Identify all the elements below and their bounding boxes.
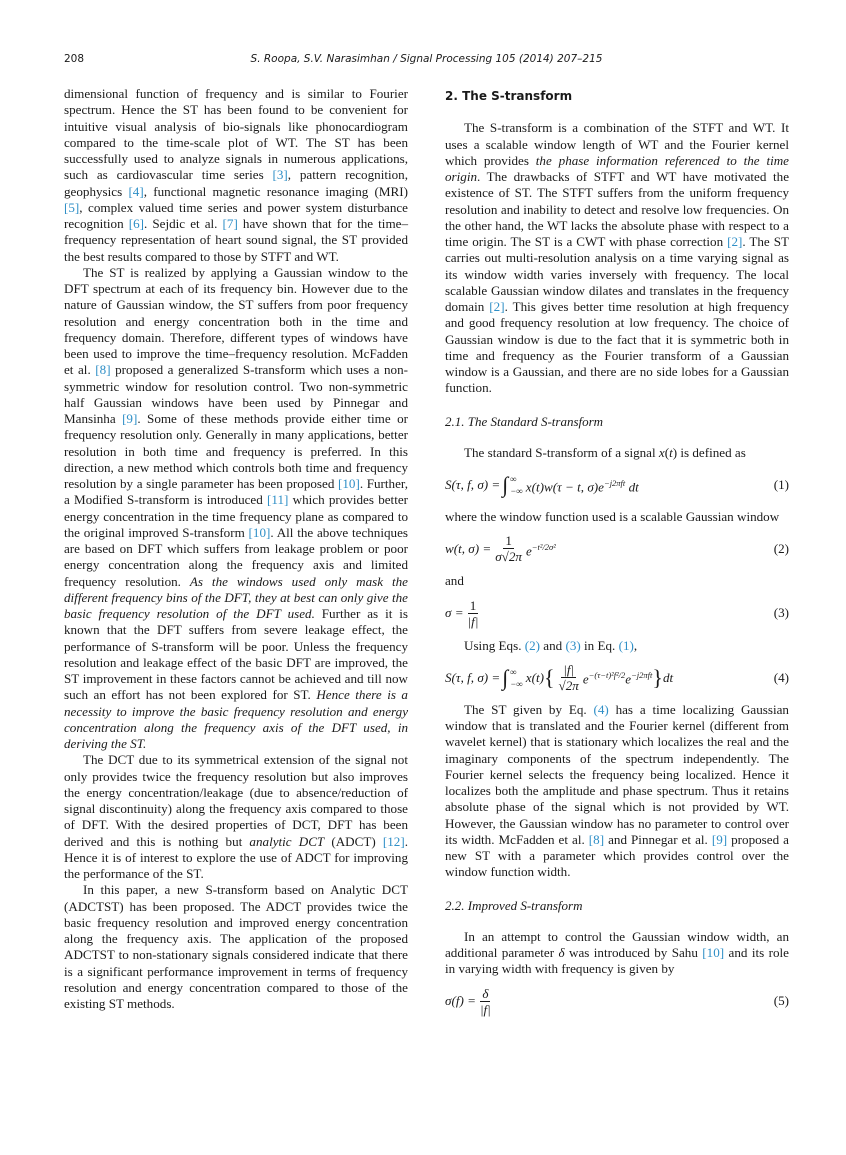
citation-link[interactable]: [8]: [588, 831, 605, 847]
equation-1-number: (1): [773, 476, 789, 492]
equation-ref-link[interactable]: (2): [524, 637, 541, 653]
equation-4-number: (4): [773, 669, 789, 685]
equation-ref-link[interactable]: (4): [593, 701, 609, 717]
and-text: and: [445, 573, 464, 589]
citation-link[interactable]: [8]: [95, 362, 111, 378]
subsection-2-1-title: 2.1. The Standard S-transform: [445, 413, 604, 429]
page-number: 208: [64, 53, 85, 65]
citation-link[interactable]: [5]: [64, 199, 80, 215]
equation-ref-link[interactable]: (3): [565, 637, 581, 653]
citation-link[interactable]: [4]: [128, 183, 144, 199]
citation-link[interactable]: [6]: [128, 216, 145, 231]
citation-link[interactable]: [10]: [702, 945, 725, 960]
left-paragraph-1: dimensional function of frequency and is similar to Fourier spectrum. Hence the ST has been found to be convenient for intuitive visual analysis of bio-signals like phonocardiogram compared to the time-scale plot of WT. The ST has been successfully used to analyze signals in numerous applications, such as cardiovascular time series [3], pattern recognition, geophysics [4], functional magnetic resonance imaging (MRI) [5], complex valued time series and power system disturbance recognition [6]. Sejdic et al. [7] have shown that for the time–frequency representation of heart sound signal, the ST provided the best results compared to those by STFT and WT.: [64, 86, 408, 264]
right-column: [445, 86, 789, 1026]
citation-link[interactable]: [12]: [382, 833, 405, 849]
equation-5-number: (5): [773, 993, 789, 1009]
citation-link[interactable]: [3]: [272, 167, 288, 183]
using-eqs-text: Using Eqs. (2) and (3) in Eq. (1),: [464, 637, 638, 653]
citation-link[interactable]: [11]: [267, 492, 289, 508]
citation-link[interactable]: [9]: [122, 411, 138, 426]
equation-2-number: (2): [773, 541, 789, 557]
citation-link[interactable]: [10]: [337, 476, 360, 491]
left-column: [64, 86, 408, 1012]
section-2-title: 2. The S-transform: [445, 89, 573, 103]
subsection-2-1-paragraph: The ST given by Eq. (4) has a time localizing Gaussian window that is translated and the Fourier kernel (different from wavelet kernel) that is stationary which localizes the real and the imaginary components of the spectrum independently. The Fourier kernel selects the frequency being localized. Hence it localizes both the amplitude and phase spectrum. Thus it retains absolute phase of the signal which is not provided by WT. However, the Gaussian window has no parameter to control over its width. McFadden et al. [8] and Pinnegar et al. [9] proposed a new ST with a parameter which provides control over the window function width.: [445, 701, 789, 880]
equation-1: S(τ, f, σ) = ∫ ∞ −∞ x(t)w(τ − t, $\sigma)e^{-j2\pi ft}$ dt (1): [445, 472, 789, 497]
window-description: where the window function used is a scalable Gaussian window: [445, 509, 780, 524]
equation-5: σ(f) = $\frac{\delta}{|f|}$ (5): [445, 985, 789, 1017]
citation-link[interactable]: [9]: [711, 831, 728, 847]
subsection-2-2-paragraph: In an attempt to control the Gaussian window width, an additional parameter δ was introduced by Sahu [10] and its role in varying width with frequency is given by: [445, 928, 789, 977]
citation-link[interactable]: [7]: [222, 216, 238, 231]
subsection-2-2-title: 2.2. Improved S-transform: [445, 897, 583, 913]
citation-link[interactable]: [2]: [727, 234, 743, 249]
left-paragraph-3: The DCT due to its symmetrical extension of the signal not only provides twice the frequency resolution but also improves the energy concentration/leakage (due to absence/reduction of signal discontinuity) along the frequency axis compared to those of DFT. With the desired properties of DCT, DFT has been derived and this is nothing but analytic DCT (ADCT) [12]. Hence it is of interest to explore the use of ADCT for improving the performance of the ST.: [64, 752, 408, 881]
equation-ref-link[interactable]: (1): [618, 637, 634, 653]
left-paragraph-2: The ST is realized by applying a Gaussian window to the DFT spectrum at each of its frequency bin. However due to the nature of Gaussian window, the ST suffers from poor frequency resolution and energy concentration both in the time and frequency domain. Therefore, different types of windows have been used to improve the time–frequency resolution. McFadden et al. [8] proposed a generalized S-transform which uses a non-symmetric window for resolution control. Two non-symmetric half Gaussian windows have been used by Pinnegar and Mansinha [9]. Some of these methods provide either time or frequency resolution only. Generally in many applications, better resolution in both time and frequency is preferred. In this direction, a new method which controls both time and frequency resolution by a single parameter has been proposed [10]. Further, a Modified S-transform is introduced [11] which provides better energy concentration in the time frequency plane as compared to the original improved S-transform [10]. All the above techniques are based on DFT which suffers from leakage problem or poor energy concentration along the frequency axis and limited frequency resolution. As the windows used only mask the different frequency bins of the DFT, they at best can only give the basic frequency resolution of the DFT used. Further as it is known that the DFT suffers from severe leakage effect, the performance of S-transform will be poor. Unless the frequency resolution and leakage effect of the basic DFT are improved, the ST improvement in these factors cannot be achieved and till now such an effort has not been explored for ST. Hence there is a necessity to improve the basic frequency resolution and energy concentration along the frequency axis of the DFT used, in deriving the ST.: [64, 264, 408, 751]
equation-4: S(τ, f, σ) = ∫ ∞ −∞ x(t) { $\frac{|f|}{√2\pi}$ $e^{-(\tau-t)^2f^2/2}e^{-j2\pi ft}$ } dt (4): [445, 661, 789, 693]
running-head: S. Roopa, S.V. Narasimhan / Signal Processing 105 (2014) 207–215: [250, 53, 603, 65]
equation-2: w(t, σ) = $\frac{1}{\sigma√2\pi}$ $e^{-t^2/2\sigma^2}$ (2): [445, 533, 789, 565]
subsection-2-1-intro: The standard S-transform of a signal x(t) is defined as: [464, 444, 746, 460]
section-2-paragraph: The S-transform is a combination of the STFT and WT. It uses a scalable window length of WT and the Fourier kernel which provides the phase information referenced to the time origin. The drawbacks of STFT and WT have motivated the existence of ST. The STFT suffers from the uniform frequency resolution and inability to detect and resolve low frequencies. On the other hand, the WT lacks the absolute phase with respect to a time origin. The ST is a CWT with phase correction [2]. The ST carries out multi-resolution analysis on a time varying signal as its window width varies inversely with frequency. The local scalable Gaussian window dilates and translates in the frequency domain [2]. This gives better time resolution at high frequency and good frequency resolution at low frequency. The choice of Gaussian window is due to the fact that it is symmetric both in time and frequency as the Fourier transform of a Gaussian window is a Gaussian, and there are no side lobes for a Gaussian function.: [445, 120, 789, 396]
equation-3: σ = $\frac{1}{|f|}$ (3): [445, 597, 789, 629]
citation-link[interactable]: [10]: [248, 524, 271, 540]
equation-3-number: (3): [773, 605, 789, 621]
citation-link[interactable]: [2]: [489, 299, 505, 314]
left-paragraph-4: In this paper, a new S-transform based on Analytic DCT (ADCTST) has been proposed. The ADCT provides twice the basic frequency resolution and improved energy concentration along the frequency axis. The application of the proposed ADCTST to non-stationary signals considered indicate that there is a significant performance improvement in terms of frequency resolution and energy concentration compared to those of the existing ST methods.: [64, 882, 408, 1011]
